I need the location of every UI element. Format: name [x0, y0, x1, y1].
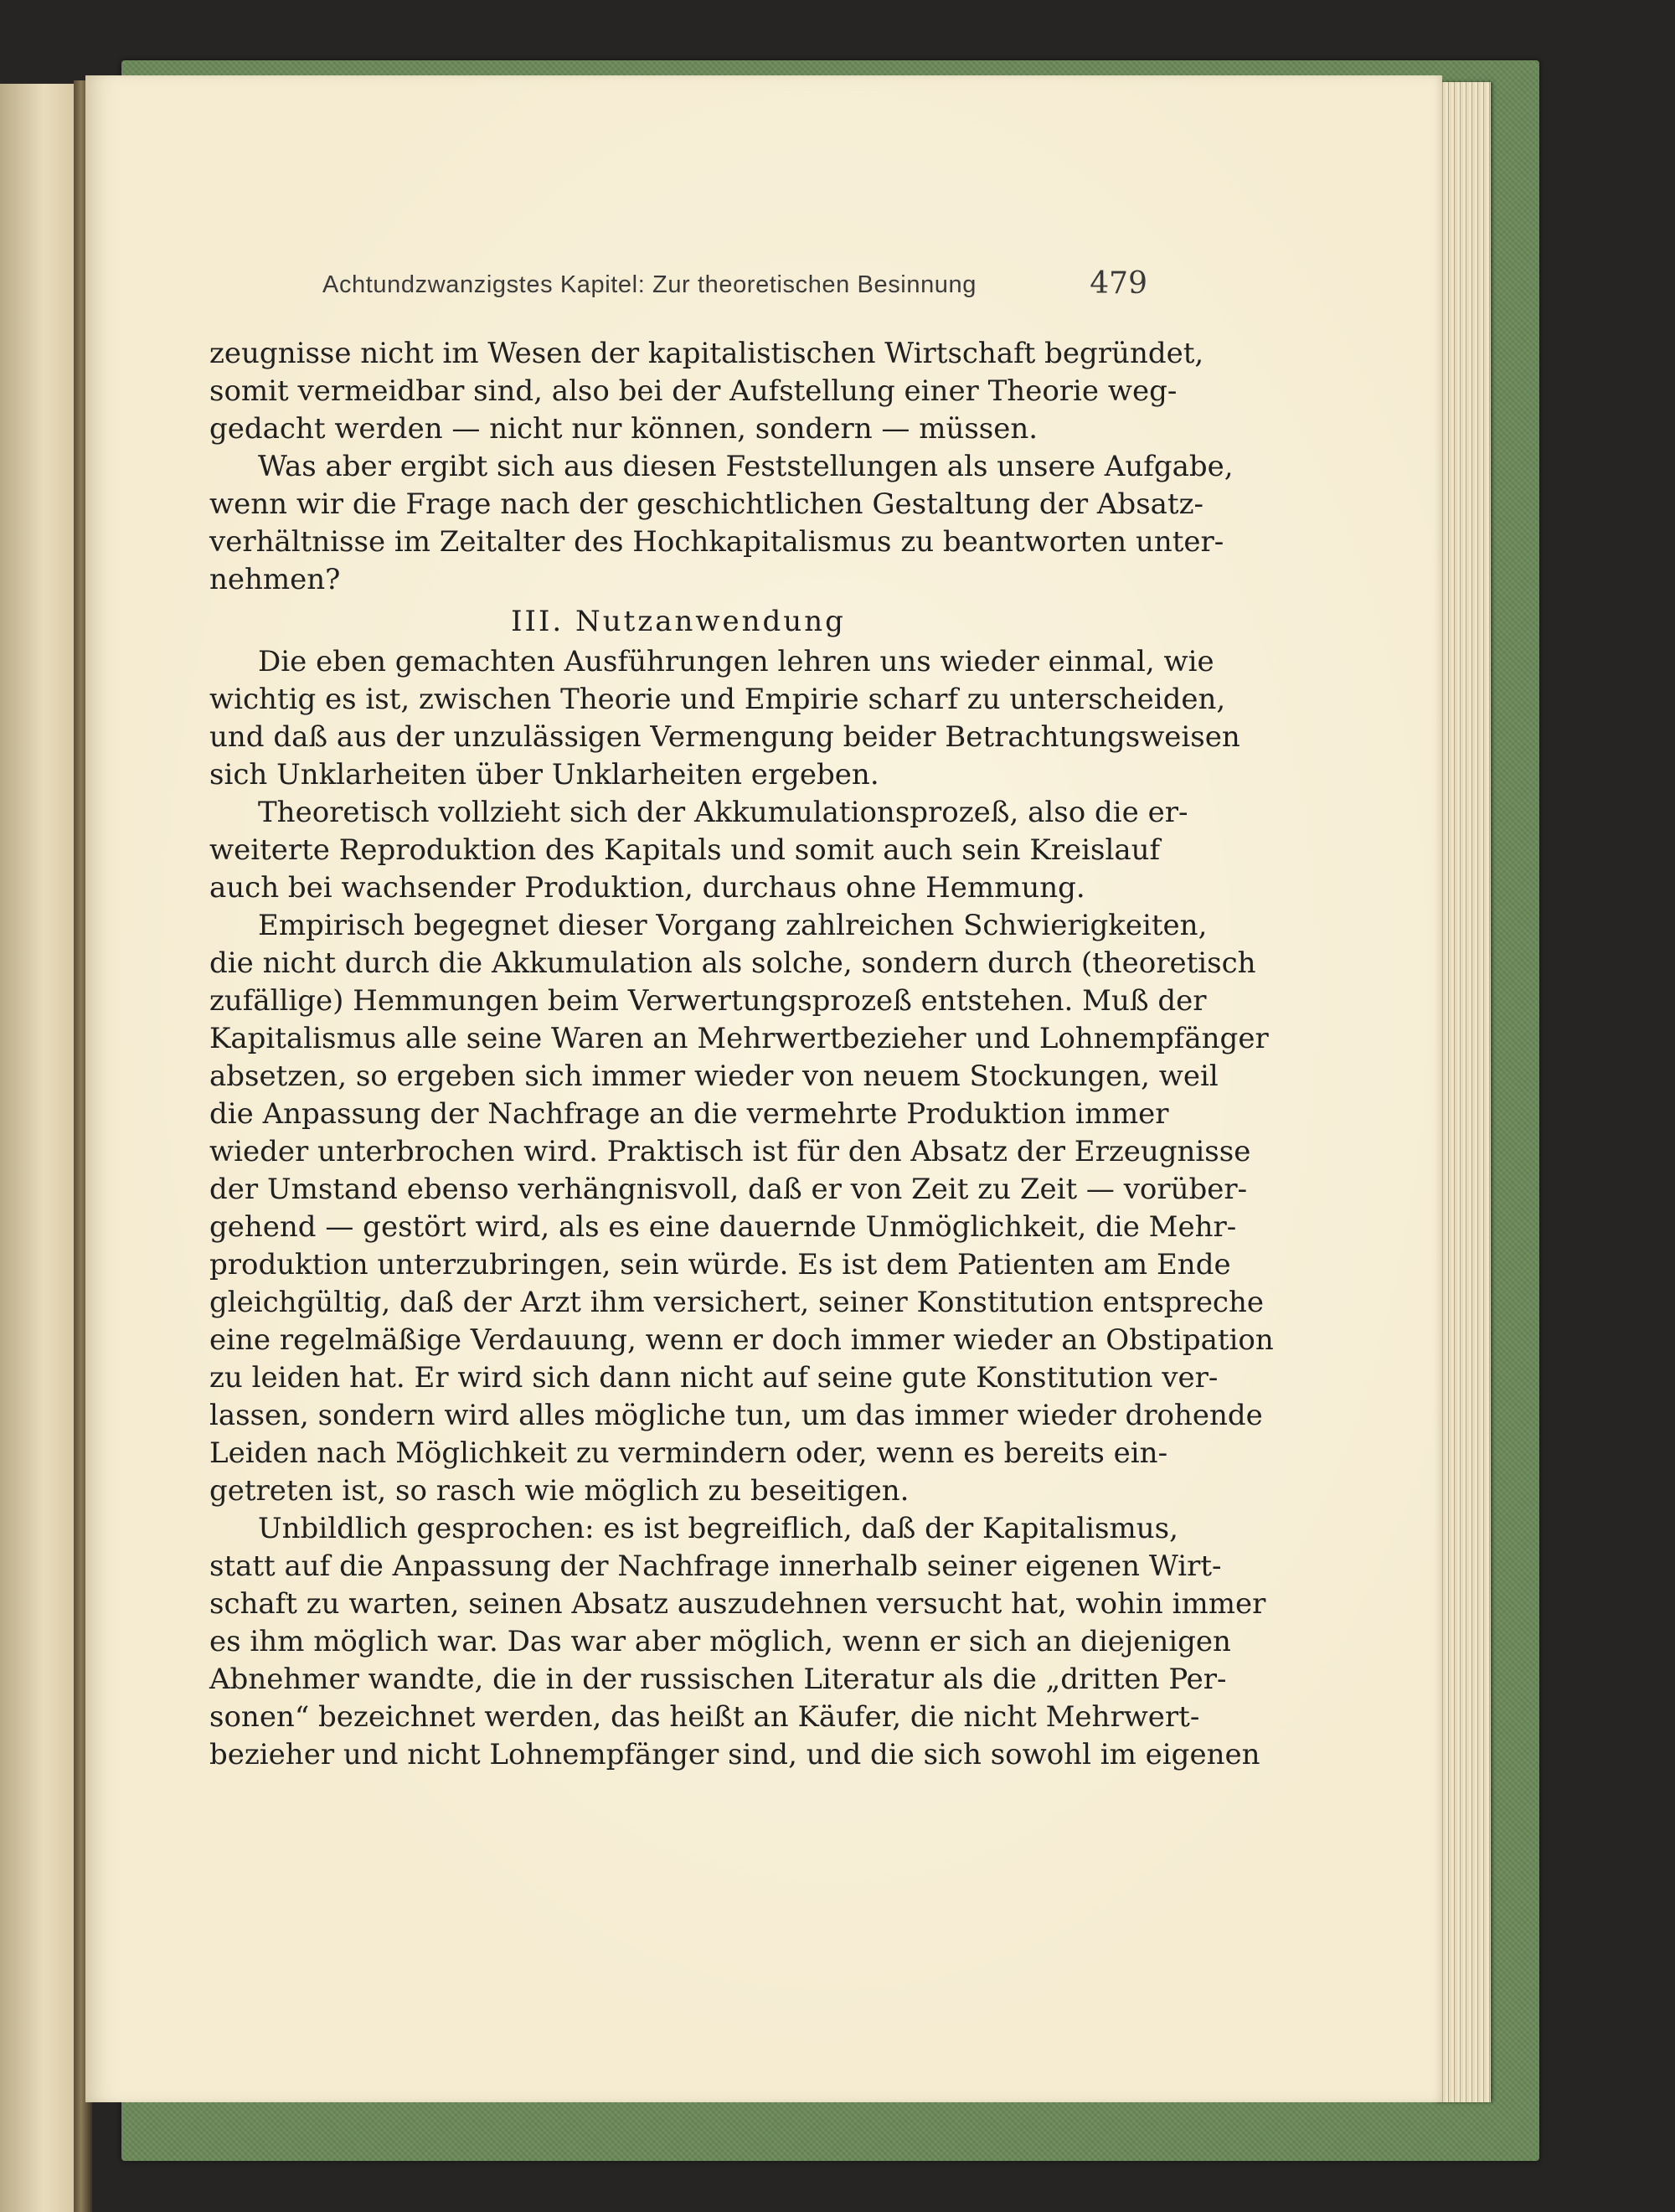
text-line: wichtig es ist, zwischen Theorie und Empirie scharf zu unterscheiden,: [209, 683, 1226, 716]
text-line: gedacht werden — nicht nur können, sondern — müssen.: [209, 412, 1038, 446]
text-line: weiterte Reproduktion des Kapitals und somit auch sein Kreislauf: [209, 833, 1161, 867]
text-line: schaft zu warten, seinen Absatz auszudehnen versucht hat, wohin immer: [209, 1587, 1266, 1621]
section-heading: III. Nutzanwendung: [511, 605, 846, 638]
page-stack-edge: [1434, 82, 1491, 2102]
text-line: Unbildlich gesprochen: es ist begreiflich, daß der Kapitalismus,: [258, 1512, 1178, 1545]
text-line: wieder unterbrochen wird. Praktisch ist für den Absatz der Erzeugnisse: [209, 1135, 1251, 1168]
left-page-edge: [0, 84, 74, 2212]
text-line: produktion unterzubringen, sein würde. Es ist dem Patienten am Ende: [209, 1248, 1231, 1281]
text-line: bezieher und nicht Lohnempfänger sind, und die sich sowohl im eigenen: [209, 1738, 1260, 1771]
text-line: verhältnisse im Zeitalter des Hochkapitalismus zu beantworten unter-: [209, 525, 1224, 559]
text-line: die nicht durch die Akkumulation als solche, sondern durch (theoretisch: [209, 946, 1256, 980]
text-line: sonen“ bezeichnet werden, das heißt an Käufer, die nicht Mehrwert-: [209, 1700, 1200, 1734]
text-line: somit vermeidbar sind, also bei der Aufstellung einer Theorie weg-: [209, 374, 1178, 408]
text-line: Abnehmer wandte, die in der russischen Literatur als die „dritten Per-: [209, 1663, 1227, 1696]
text-line: nehmen?: [209, 563, 341, 596]
text-line: eine regelmäßige Verdauung, wenn er doch immer wieder an Obstipation: [209, 1323, 1274, 1357]
text-line: auch bei wachsender Produktion, durchaus ohne Hemmung.: [209, 871, 1085, 905]
text-line: Kapitalismus alle seine Waren an Mehrwertbezieher und Lohnempfänger: [209, 1022, 1269, 1055]
running-head: [322, 266, 1147, 307]
text-line: statt auf die Anpassung der Nachfrage innerhalb seiner eigenen Wirt-: [209, 1549, 1222, 1583]
text-line: Was aber ergibt sich aus diesen Feststellungen als unsere Aufgabe,: [258, 450, 1234, 483]
text-line: Die eben gemachten Ausführungen lehren uns wieder einmal, wie: [258, 645, 1214, 678]
text-line: wenn wir die Frage nach der geschichtlichen Gestaltung der Absatz-: [209, 487, 1203, 521]
body-text: [209, 335, 1274, 1774]
chapter-title: Achtundzwanzigstes Kapitel: Zur theoretischen Besinnung: [322, 271, 977, 298]
text-line: Empirisch begegnet dieser Vorgang zahlreichen Schwierigkeiten,: [258, 909, 1208, 942]
text-line: lassen, sondern wird alles mögliche tun, um das immer wieder drohende: [209, 1399, 1263, 1432]
text-line: Leiden nach Möglichkeit zu vermindern oder, wenn es bereits ein-: [209, 1436, 1168, 1470]
text-line: zeugnisse nicht im Wesen der kapitalistischen Wirtschaft begründet,: [209, 337, 1204, 370]
text-line: und daß aus der unzulässigen Vermengung beider Betrachtungsweisen: [209, 720, 1240, 754]
text-line: zu leiden hat. Er wird sich dann nicht auf seine gute Konstitution ver-: [209, 1361, 1219, 1395]
text-line: der Umstand ebenso verhängnisvoll, daß er von Zeit zu Zeit — vorüber-: [209, 1173, 1248, 1206]
text-line: gehend — gestört wird, als es eine dauernde Unmöglichkeit, die Mehr-: [209, 1210, 1237, 1244]
text-line: es ihm möglich war. Das war aber möglich, wenn er sich an diejenigen: [209, 1625, 1231, 1658]
text-line: sich Unklarheiten über Unklarheiten ergeben.: [209, 758, 879, 791]
text-line: Theoretisch vollzieht sich der Akkumulationsprozeß, also die er-: [258, 796, 1188, 829]
text-line: gleichgültig, daß der Arzt ihm versichert, seiner Konstitution entspreche: [209, 1286, 1264, 1319]
text-line: die Anpassung der Nachfrage an die vermehrte Produktion immer: [209, 1097, 1169, 1131]
text-line: zufällige) Hemmungen beim Verwertungsprozeß entstehen. Muß der: [209, 984, 1207, 1018]
page-number: 479: [1090, 266, 1147, 301]
text-line: absetzen, so ergeben sich immer wieder von neuem Stockungen, weil: [209, 1060, 1219, 1093]
text-line: getreten ist, so rasch wie möglich zu beseitigen.: [209, 1474, 910, 1508]
